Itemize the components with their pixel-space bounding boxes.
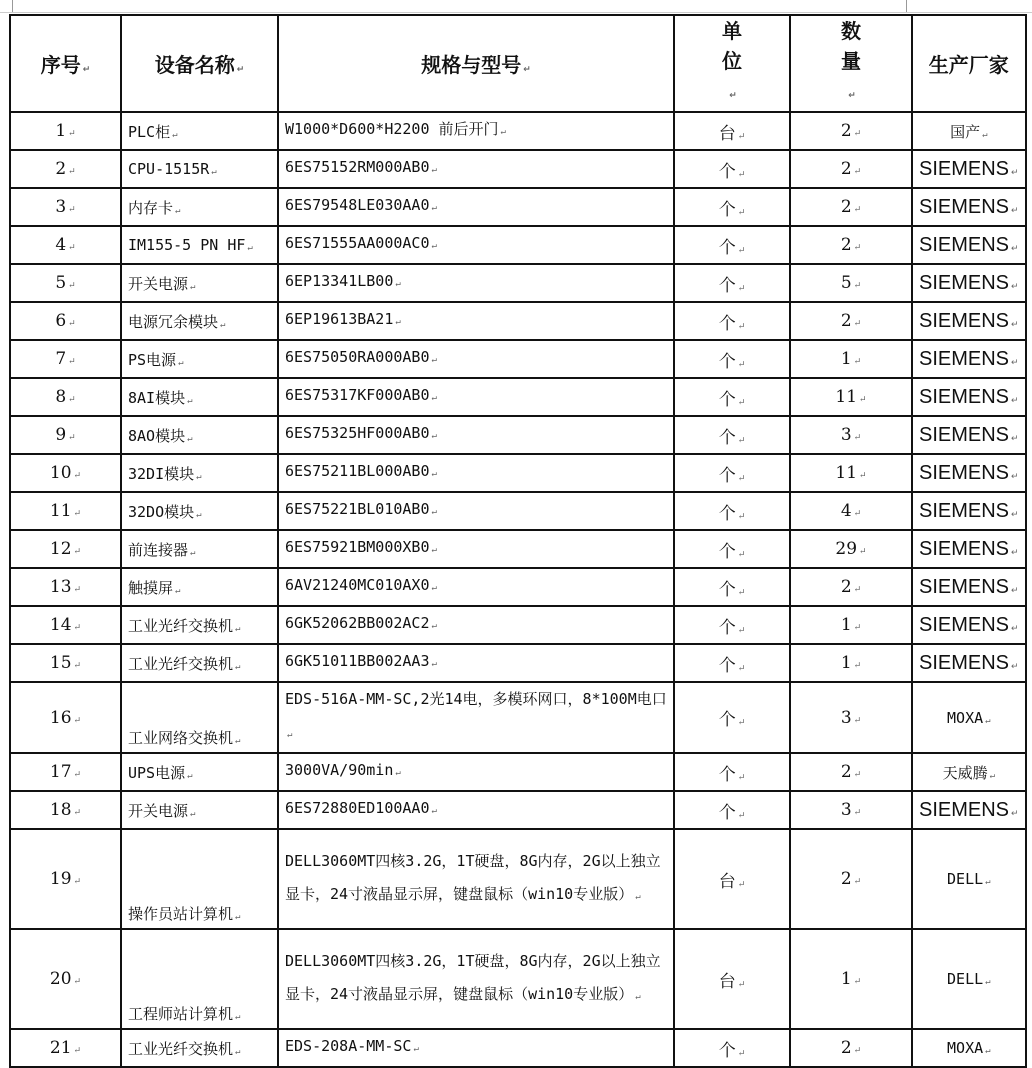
table-row (10, 264, 1026, 302)
cell-unit: 个 ↵ (674, 530, 790, 568)
header-device-name: 设备名称 ↵ (121, 15, 278, 112)
cell-unit: 个 ↵ (674, 378, 790, 416)
cell-quantity: 1 ↵ (790, 340, 912, 378)
cell-manufacturer: SIEMENS ↵ (912, 302, 1026, 340)
header-spec-model: 规格与型号 ↵ (278, 15, 674, 112)
cell-unit: 台 ↵ (674, 929, 790, 1029)
table-row (10, 378, 1026, 416)
cell-index: 20 ↵ (10, 929, 121, 1029)
cell-quantity: 4 ↵ (790, 492, 912, 530)
cell-spec-model: 3000VA/90min ↵ (278, 753, 674, 791)
table-row (10, 1029, 1026, 1067)
cell-unit: 台 ↵ (674, 829, 790, 929)
cell-index: 17 ↵ (10, 753, 121, 791)
cell-spec-model: 6ES79548LE030AA0 ↵ (278, 188, 674, 226)
cell-manufacturer: SIEMENS ↵ (912, 606, 1026, 644)
cell-quantity: 11 ↵ (790, 378, 912, 416)
cell-spec-model: EDS-208A-MM-SC ↵ (278, 1029, 674, 1067)
cell-device-name: 32DI模块 ↵ (121, 454, 278, 492)
table-row (10, 791, 1026, 829)
header-unit: 单位 ↵ (674, 15, 790, 112)
cell-device-name: 操作员站计算机 ↵ (121, 829, 278, 929)
cell-index: 6 ↵ (10, 302, 121, 340)
cell-unit: 个 ↵ (674, 340, 790, 378)
table-row (10, 454, 1026, 492)
table-row (10, 644, 1026, 682)
cell-manufacturer: 天威腾 ↵ (912, 753, 1026, 791)
cell-manufacturer: SIEMENS ↵ (912, 340, 1026, 378)
cell-spec-model: EDS-516A-MM-SC,2光14电，多模环网口，8*100M电口 ↵ (278, 682, 674, 753)
cell-unit: 个 ↵ (674, 682, 790, 753)
cell-spec-model: 6ES75152RM000AB0 ↵ (278, 150, 674, 188)
cell-device-name: PS电源 ↵ (121, 340, 278, 378)
table-row (10, 302, 1026, 340)
cell-device-name: 工程师站计算机 ↵ (121, 929, 278, 1029)
cell-spec-model: 6ES71555AA000AC0 ↵ (278, 226, 674, 264)
table-row (10, 829, 1026, 929)
cell-manufacturer: SIEMENS ↵ (912, 188, 1026, 226)
cell-manufacturer: MOXA ↵ (912, 682, 1026, 753)
page-top-edge (0, 0, 1032, 13)
table-row (10, 929, 1026, 1029)
cell-device-name: CPU-1515R ↵ (121, 150, 278, 188)
header-manufacturer: 生产厂家 (912, 15, 1026, 112)
cell-spec-model: 6GK51011BB002AA3 ↵ (278, 644, 674, 682)
cell-manufacturer: SIEMENS ↵ (912, 530, 1026, 568)
cell-spec-model: DELL3060MT四核3.2G，1T硬盘，8G内存，2G以上独立显卡，24寸液晶显示屏，键盘鼠标（win10专业版） ↵ (278, 829, 674, 929)
cell-quantity: 2 ↵ (790, 568, 912, 606)
table-row (10, 340, 1026, 378)
cell-index: 19 ↵ (10, 829, 121, 929)
table-row (10, 226, 1026, 264)
cell-index: 2 ↵ (10, 150, 121, 188)
cell-device-name: 工业光纤交换机 ↵ (121, 1029, 278, 1067)
cell-manufacturer: SIEMENS ↵ (912, 454, 1026, 492)
cell-index: 15 ↵ (10, 644, 121, 682)
cell-unit: 台 ↵ (674, 112, 790, 150)
cell-manufacturer: MOXA ↵ (912, 1029, 1026, 1067)
cell-manufacturer: SIEMENS ↵ (912, 264, 1026, 302)
cell-quantity: 2 ↵ (790, 188, 912, 226)
cell-quantity: 11 ↵ (790, 454, 912, 492)
cell-spec-model: 6ES75050RA000AB0 ↵ (278, 340, 674, 378)
cell-manufacturer: 国产 ↵ (912, 112, 1026, 150)
cell-device-name: 8AI模块 ↵ (121, 378, 278, 416)
cell-unit: 个 ↵ (674, 644, 790, 682)
cell-manufacturer: SIEMENS ↵ (912, 150, 1026, 188)
cell-unit: 个 ↵ (674, 264, 790, 302)
cell-quantity: 1 ↵ (790, 929, 912, 1029)
cell-quantity: 2 ↵ (790, 112, 912, 150)
cell-device-name: 工业光纤交换机 ↵ (121, 644, 278, 682)
cell-quantity: 1 ↵ (790, 644, 912, 682)
table-header-row (10, 15, 1026, 112)
cell-spec-model: DELL3060MT四核3.2G，1T硬盘，8G内存，2G以上独立显卡，24寸液晶显示屏，键盘鼠标（win10专业版） ↵ (278, 929, 674, 1029)
cell-quantity: 3 ↵ (790, 682, 912, 753)
table-row (10, 530, 1026, 568)
cell-unit: 个 ↵ (674, 753, 790, 791)
cell-index: 18 ↵ (10, 791, 121, 829)
table-row (10, 568, 1026, 606)
cell-index: 5 ↵ (10, 264, 121, 302)
equipment-table (9, 14, 1027, 1068)
cell-spec-model: 6GK52062BB002AC2 ↵ (278, 606, 674, 644)
cell-spec-model: 6EP19613BA21 ↵ (278, 302, 674, 340)
cell-device-name: 开关电源 ↵ (121, 791, 278, 829)
cell-index: 13 ↵ (10, 568, 121, 606)
cell-manufacturer: DELL ↵ (912, 829, 1026, 929)
cell-unit: 个 ↵ (674, 454, 790, 492)
cell-manufacturer: SIEMENS ↵ (912, 568, 1026, 606)
cell-index: 4 ↵ (10, 226, 121, 264)
cell-device-name: 前连接器 ↵ (121, 530, 278, 568)
cell-quantity: 5 ↵ (790, 264, 912, 302)
cell-manufacturer: SIEMENS ↵ (912, 378, 1026, 416)
cell-index: 16 ↵ (10, 682, 121, 753)
cell-index: 21 ↵ (10, 1029, 121, 1067)
cell-quantity: 1 ↵ (790, 606, 912, 644)
cell-unit: 个 ↵ (674, 1029, 790, 1067)
cell-quantity: 2 ↵ (790, 829, 912, 929)
cell-quantity: 2 ↵ (790, 302, 912, 340)
cell-spec-model: 6ES75921BM000XB0 ↵ (278, 530, 674, 568)
table-row (10, 188, 1026, 226)
cell-manufacturer: SIEMENS ↵ (912, 416, 1026, 454)
cell-unit: 个 ↵ (674, 606, 790, 644)
cell-index: 3 ↵ (10, 188, 121, 226)
cell-quantity: 2 ↵ (790, 1029, 912, 1067)
table-row (10, 753, 1026, 791)
cell-index: 10 ↵ (10, 454, 121, 492)
cell-index: 14 ↵ (10, 606, 121, 644)
cell-index: 12 ↵ (10, 530, 121, 568)
cell-index: 7 ↵ (10, 340, 121, 378)
header-quantity: 数量 ↵ (790, 15, 912, 112)
table-row (10, 150, 1026, 188)
cell-device-name: 电源冗余模块 ↵ (121, 302, 278, 340)
header-index: 序号 ↵ (10, 15, 121, 112)
cell-unit: 个 ↵ (674, 568, 790, 606)
cell-unit: 个 ↵ (674, 150, 790, 188)
cell-spec-model: 6ES75317KF000AB0 ↵ (278, 378, 674, 416)
cell-device-name: UPS电源 ↵ (121, 753, 278, 791)
cell-spec-model: 6ES75211BL000AB0 ↵ (278, 454, 674, 492)
table-row (10, 416, 1026, 454)
cell-device-name: 内存卡 ↵ (121, 188, 278, 226)
cell-spec-model: 6ES75325HF000AB0 ↵ (278, 416, 674, 454)
cell-quantity: 2 ↵ (790, 226, 912, 264)
cell-unit: 个 ↵ (674, 226, 790, 264)
table-row (10, 606, 1026, 644)
cell-spec-model: W1000*D600*H2200 前后开门 ↵ (278, 112, 674, 150)
cell-unit: 个 ↵ (674, 492, 790, 530)
cell-device-name: 开关电源 ↵ (121, 264, 278, 302)
cell-quantity: 2 ↵ (790, 150, 912, 188)
cell-device-name: 工业网络交换机 ↵ (121, 682, 278, 753)
cell-unit: 个 ↵ (674, 302, 790, 340)
cell-quantity: 3 ↵ (790, 416, 912, 454)
cell-device-name: 8AO模块 ↵ (121, 416, 278, 454)
cell-manufacturer: DELL ↵ (912, 929, 1026, 1029)
cell-index: 8 ↵ (10, 378, 121, 416)
cell-quantity: 29 ↵ (790, 530, 912, 568)
table-row (10, 682, 1026, 753)
cell-manufacturer: SIEMENS ↵ (912, 226, 1026, 264)
cell-index: 9 ↵ (10, 416, 121, 454)
cell-unit: 个 ↵ (674, 416, 790, 454)
cell-device-name: 32DO模块 ↵ (121, 492, 278, 530)
cell-device-name: PLC柜 ↵ (121, 112, 278, 150)
cell-device-name: 触摸屏 ↵ (121, 568, 278, 606)
cell-manufacturer: SIEMENS ↵ (912, 492, 1026, 530)
cell-spec-model: 6ES75221BL010AB0 ↵ (278, 492, 674, 530)
cell-index: 11 ↵ (10, 492, 121, 530)
cell-device-name: IM155-5 PN HF ↵ (121, 226, 278, 264)
cell-quantity: 3 ↵ (790, 791, 912, 829)
cell-unit: 个 ↵ (674, 188, 790, 226)
cell-unit: 个 ↵ (674, 791, 790, 829)
cell-spec-model: 6EP13341LB00 ↵ (278, 264, 674, 302)
cell-manufacturer: SIEMENS ↵ (912, 791, 1026, 829)
cell-quantity: 2 ↵ (790, 753, 912, 791)
table-row (10, 492, 1026, 530)
cell-device-name: 工业光纤交换机 ↵ (121, 606, 278, 644)
table-row (10, 112, 1026, 150)
cell-spec-model: 6AV21240MC010AX0 ↵ (278, 568, 674, 606)
cell-index: 1 ↵ (10, 112, 121, 150)
cell-manufacturer: SIEMENS ↵ (912, 644, 1026, 682)
cell-spec-model: 6ES72880ED100AA0 ↵ (278, 791, 674, 829)
